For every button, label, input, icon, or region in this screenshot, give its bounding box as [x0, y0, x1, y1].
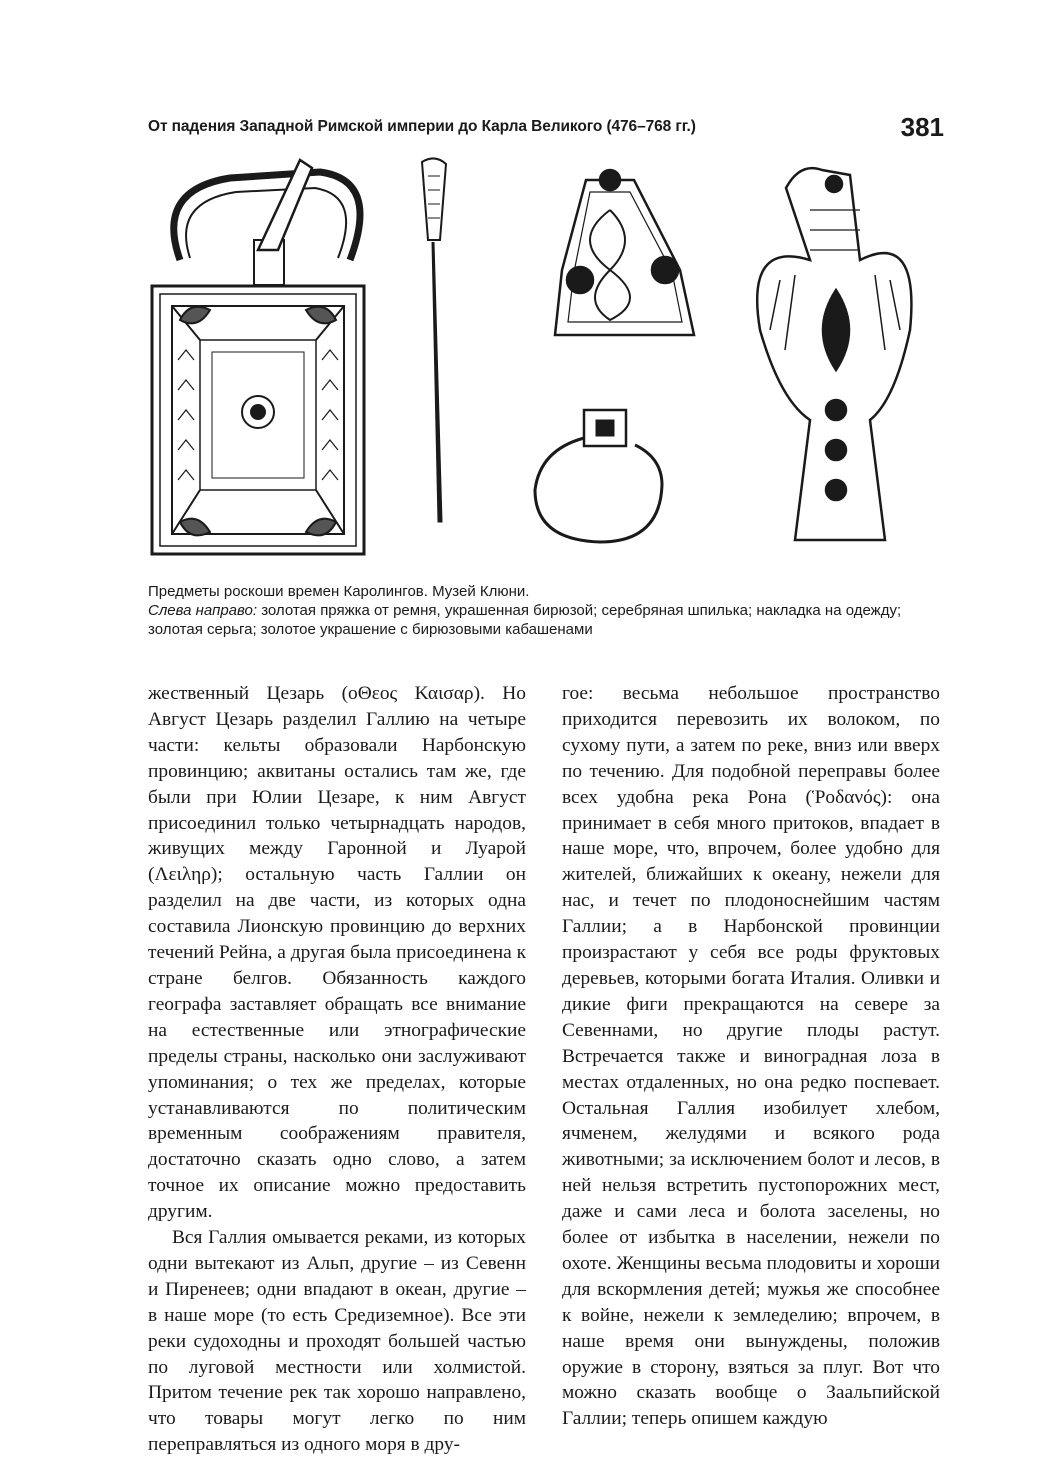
caption-title: Предметы роскоши времен Каролингов. Музей Клюни. — [148, 583, 530, 600]
page-number: 381 — [900, 112, 944, 142]
text-column-left — [148, 681, 526, 1458]
caption-description: золотая пряжка от ремня, украшенная бирюзой; серебряная шпилька; накладка на одежду; золотая серьга; золотое украшение с бирюзовыми кабашенами — [148, 602, 902, 638]
caption-lead: Слева направо: — [148, 602, 258, 619]
paragraph: жественный Цезарь (οΘεος Καισαρ). Но Август Цезарь разделил Галлию на четыре части: кельты образовали Нарбонскую провинцию; аквитаны остались там же, где были при Юлии Цезаре, к ним Август присоединил только четырнадцать народов, живущих между Гаронной и Луарой (Λειληρ); остальную часть Галлии он разделил на две части, из которых одна составила Лионскую провинцию до верхних течений Рейна, а другая была присоединена к стране белгов. Обязанность каждого географа заставляет обращать все внимание на естественные или этнографические пределы страны, насколько они заслуживают упоминания; о тех же пределах, которые устанавливаются по политическим временным соображениям правителя, достаточно сказать одно слово, а затем точное их описание можно предоставить другим. — [148, 683, 526, 1223]
text-column-right — [562, 681, 940, 1432]
illustration — [150, 150, 940, 570]
caption-body — [148, 601, 948, 639]
page-header — [148, 112, 944, 144]
silver-pin — [422, 158, 446, 522]
paragraph: Вся Галлия омывается реками, из которых одни вытекают из Альп, другие – из Севенн и Пиренеев; одни впадают в океан, другие – в наше море (то есть Средиземное). Все эти реки судоходны и проходят большей частью по луговой местности или холмистой. Притом течение рек так хорошо направлено, что товары могут легко по ним переправляться из одного моря в дру- — [148, 1227, 526, 1456]
running-title: От падения Западной Римской империи до Карла Великого (476–768 гг.) — [148, 118, 696, 135]
belt-buckle — [152, 160, 364, 554]
clothing-plaque — [555, 170, 694, 335]
figure-caption — [148, 582, 948, 639]
eagle-ornament — [757, 168, 911, 540]
paragraph: гое: весьма небольшое пространство приходится перевозить их волоком, по сухому пути, а затем по реке, вниз или вверх по течению. Для подобной переправы более всех удобна река Рона (Ῥοδανός): она принимает в себя много притоков, впадает в наше море, что, впрочем, более удобно для жителей, ближайших к океану, нежели для нас, и течет по плодоноснейшим частям Галлии; а в Нарбонской провинции произрастают у себя все роды фруктовых деревьев, которыми богата Италия. Оливки и дикие фиги прекращаются на севере за Севеннами, но другие плоды растут. Встречается также и виноградная лоза в местах отдаленных, но она редко поспевает. Остальная Галлия изобилует хлебом, ячменем, желудями и всякого рода животными; за исключением болот и лесов, в ней нельзя встретить пустопорожних мест, даже и сами леса и болота заселены, но более от избытка в населении, нежели по охоте. Женщины весьма плодовиты и хороши для вскормления детей; мужья же способнее к войне, нежели к земледелию; впрочем, в наше время они вынуждены, положив оружие в сторону, взяться за плуг. Вот что можно сказать вообще о Заальпийской Галлии; теперь опишем каждую — [562, 683, 940, 1430]
gold-earring — [535, 410, 662, 542]
